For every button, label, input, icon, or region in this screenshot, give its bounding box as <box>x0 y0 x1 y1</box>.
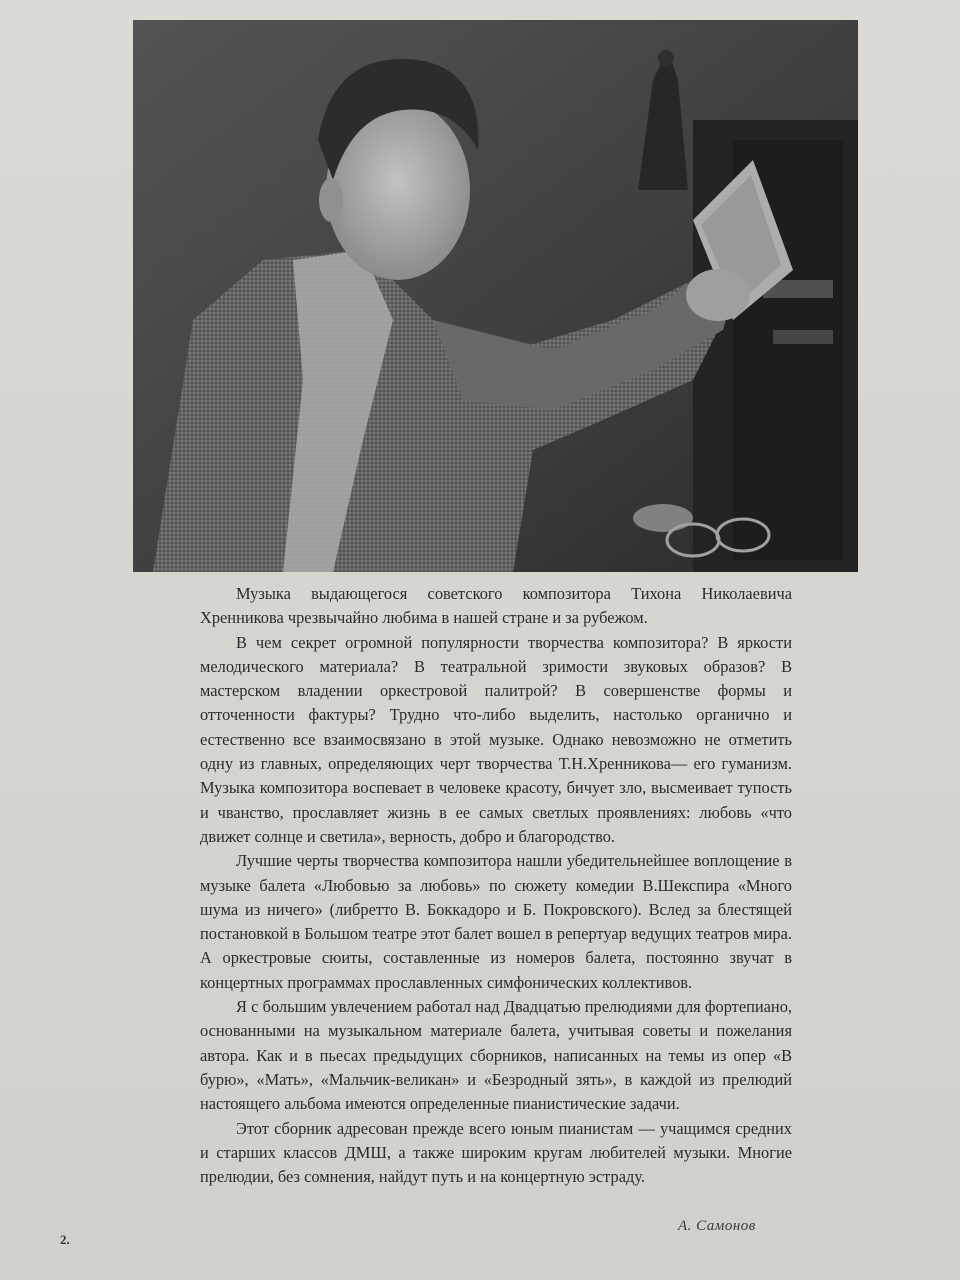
paragraph-3: Лучшие черты творчества композитора нашли убедительнейшее воплощение в музыке балета «Любовью за любовь» по сюжету комедии В.Шекспира «Много шума из ничего» (либретто В. Боккадоро и Б. Покровского). Вслед за блестящей постановкой в Большом театре этот балет вошел в репертуар ведущих театров мира. А оркестровые сюиты, составленные из номеров балета, постоянно звучат в концертных программах прославленных симфонических коллективов. <box>200 851 792 992</box>
paragraph-4: Я с большим увлечением работал над Двадцатью прелюдиями для фортепиано, основанными на музыкальном материале балета, учитывая советы и пожелания автора. Как и в пьесах предыдущих сборников, написанных на темы из опер «В бурю», «Мать», «Мальчик-великан» и «Безродный зять», в каждой из прелюдий настоящего альбома имеются определенные пианистические задачи. <box>200 997 792 1114</box>
paragraph-5: Этот сборник адресован прежде всего юным пианистам — учащимся средних и старших классов ДМШ, а также широким кругам любителей музыки. Многие прелюдии, без сомнения, найдут путь и на концертную эстраду. <box>200 1118 792 1187</box>
composer-photograph <box>133 20 858 572</box>
paragraph-2: В чем секрет огромной популярности творчества композитора? В яркости мелодического материала? В театральной зримости звуковых образов? В мастерском владении оркестровой палитрой? В совершенстве формы и отточенности фактуры? Трудно что-либо выделить, настолько органично и естественно все взаимосвязано в этой музыке. Однако невозможно не отметить одну из главных, определяющих черт творчества Т.Н.Хренникова— его гуманизм. Музыка композитора воспевает в человеке красоту, бичует зло, высмеивает тупость и чванство, прославляет жизнь в ее самых светлых проявлениях: любовь «что движет солнце и светила», верность, добро и благородство. <box>200 632 792 846</box>
paragraph-1: Музыка выдающегося советского композитора Тихона Николаевича Хренникова чрезвычайно любима в нашей стране и за рубежом. <box>200 584 792 628</box>
author-signature: А. Самонов <box>678 1218 756 1234</box>
photo-illustration <box>133 20 858 572</box>
article-body <box>200 582 792 1189</box>
page-number: 2. <box>60 1232 70 1247</box>
